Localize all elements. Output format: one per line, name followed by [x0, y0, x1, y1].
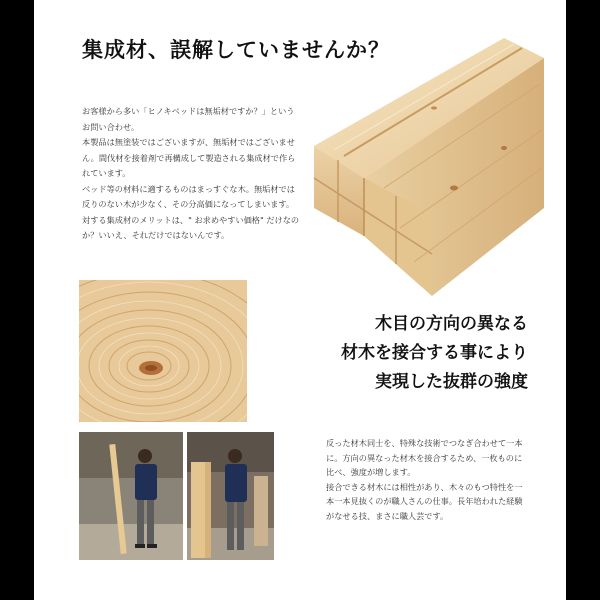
intro-line: お客様から多い「ヒノキベッドは無垢材ですか？」という — [82, 106, 295, 116]
intro-line: ベッド等の材料に適するものはまっすぐな木。無垢材では — [82, 183, 295, 194]
product-description-panel — [34, 0, 566, 600]
intro-line: か？いいえ、それだけではないんです。 — [82, 230, 230, 240]
craftsman-photo-1 — [79, 432, 183, 560]
left-frame-bar — [0, 0, 34, 600]
craftsman-photos — [79, 432, 274, 560]
body-line: 本一本見抜くのが職人さんの仕事。長年培われた経験 — [326, 496, 523, 506]
headline-line: 材木を接合する事により — [341, 343, 528, 363]
body-line: がなせる技、まさに職人芸です。 — [326, 510, 449, 521]
intro-line: 対する集成材のメリットは、" お求めやすい価格" だけなの — [82, 214, 300, 225]
page-title: 集成材、誤解していませんか？ — [82, 38, 390, 62]
intro-line: ん。間伐材を接着剤で再構成して製造される集成材で作ら — [82, 152, 296, 163]
intro-text — [82, 104, 312, 244]
intro-line: れています。 — [82, 168, 131, 178]
headline-line: 木目の方向の異なる — [375, 314, 528, 334]
wood-grain-closeup-image — [79, 280, 247, 422]
intro-line: お問い合わせ。 — [82, 121, 140, 132]
body-line: 反った材木同士を、特殊な技術でつなぎ合わせて一本 — [326, 438, 523, 448]
body-line: に。方向の異なった材木を接合するため、一枚ものに — [326, 452, 523, 463]
right-frame-bar — [566, 0, 600, 600]
intro-line: 反りのない木が少なく、その分高価になってしまいます。 — [82, 199, 295, 209]
headline-line: 実現した抜群の強度 — [375, 372, 528, 392]
craftsman-photo-2 — [187, 432, 274, 560]
body-line: 接合できる材木には相性があり、木々のもつ特性を一 — [326, 481, 523, 492]
craftsmanship-text — [326, 436, 546, 523]
strength-headline — [288, 310, 528, 397]
lumber-stack-image — [304, 38, 544, 298]
intro-line: 本製品は無塗装ではございますが、無垢材ではございませ — [82, 137, 295, 147]
body-line: 比べ、強度が増します。 — [326, 467, 416, 477]
